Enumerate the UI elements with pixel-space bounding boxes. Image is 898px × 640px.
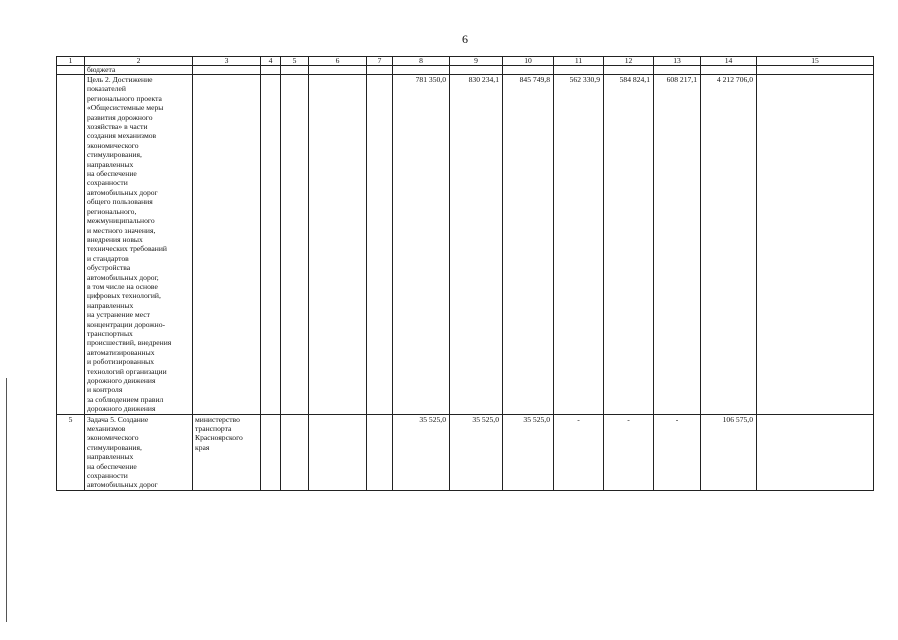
amount-col8: 35 525,0 <box>393 414 450 490</box>
table-cell <box>701 66 757 75</box>
page-number: 6 <box>462 32 468 46</box>
row-number: 5 <box>57 414 85 490</box>
table-cell <box>757 414 874 490</box>
responsible-executor: министерство транспорта Красноярского края <box>193 414 261 490</box>
table-cell <box>261 66 281 75</box>
table-cell <box>281 414 309 490</box>
table-cell: бюджета <box>85 66 193 75</box>
table-row-continuation <box>57 66 874 75</box>
table-cell <box>281 66 309 75</box>
table-cell <box>193 75 261 415</box>
column-number: 10 <box>503 57 554 66</box>
column-number: 12 <box>604 57 654 66</box>
table-cell <box>193 66 261 75</box>
column-number: 3 <box>193 57 261 66</box>
table-cell <box>57 75 85 415</box>
budget-table <box>56 56 874 491</box>
amount-col12: - <box>604 414 654 490</box>
amount-col14: 106 575,0 <box>701 414 757 490</box>
table-cell <box>57 66 85 75</box>
column-number: 14 <box>701 57 757 66</box>
task-description: Задача 5. Создание механизмов экономического стимулирования, направленных на обеспечение сохранности автомобильных дорог <box>85 414 193 490</box>
amount-col14: 4 212 706,0 <box>701 75 757 415</box>
table-cell <box>450 66 503 75</box>
table-cell <box>281 75 309 415</box>
column-number: 7 <box>367 57 393 66</box>
table-cell <box>261 75 281 415</box>
table-cell <box>654 66 701 75</box>
table-cell <box>604 66 654 75</box>
table-cell <box>757 66 874 75</box>
amount-col11: - <box>554 414 604 490</box>
table-cell <box>309 66 367 75</box>
table-cell <box>367 75 393 415</box>
table-cell <box>309 414 367 490</box>
column-number: 13 <box>654 57 701 66</box>
column-number: 11 <box>554 57 604 66</box>
amount-col8: 781 350,0 <box>393 75 450 415</box>
amount-col12: 584 824,1 <box>604 75 654 415</box>
table-cell <box>309 75 367 415</box>
amount-col11: 562 330,9 <box>554 75 604 415</box>
table-cell <box>757 75 874 415</box>
amount-col10: 845 749,8 <box>503 75 554 415</box>
table-row-task <box>57 414 874 490</box>
goal-description: Цель 2. Достижение показателей регионального проекта «Общесистемные меры развития дорожного хозяйства» в части создания механизмов экономического стимулирования, направленных на обеспечение сохранности автомобильных дорог общего пользования регионального, межмуниципального и местного значения, внедрения новых технических требований и стандартов обустройства автомобильных дорог, в том числе на основе цифровых технологий, направленных на устранение мест концентрации дорожно- транспортных происшествий, внедрения автоматизированных и роботизированных технологий организации дорожного движения и контроля за соблюдением правил дорожного движения <box>85 75 193 415</box>
table-cell <box>554 66 604 75</box>
column-number: 4 <box>261 57 281 66</box>
column-number: 9 <box>450 57 503 66</box>
column-number: 6 <box>309 57 367 66</box>
table-row-goal <box>57 75 874 415</box>
scan-artifact-line <box>6 378 7 622</box>
column-number: 5 <box>281 57 309 66</box>
column-number: 8 <box>393 57 450 66</box>
column-number-row <box>57 57 874 66</box>
table-cell <box>393 66 450 75</box>
amount-col10: 35 525,0 <box>503 414 554 490</box>
table-cell <box>367 66 393 75</box>
amount-col13: 608 217,1 <box>654 75 701 415</box>
amount-col9: 830 234,1 <box>450 75 503 415</box>
column-number: 2 <box>85 57 193 66</box>
column-number: 1 <box>57 57 85 66</box>
amount-col9: 35 525,0 <box>450 414 503 490</box>
table-cell <box>367 414 393 490</box>
table-cell <box>261 414 281 490</box>
column-number: 15 <box>757 57 874 66</box>
table-cell <box>503 66 554 75</box>
amount-col13: - <box>654 414 701 490</box>
